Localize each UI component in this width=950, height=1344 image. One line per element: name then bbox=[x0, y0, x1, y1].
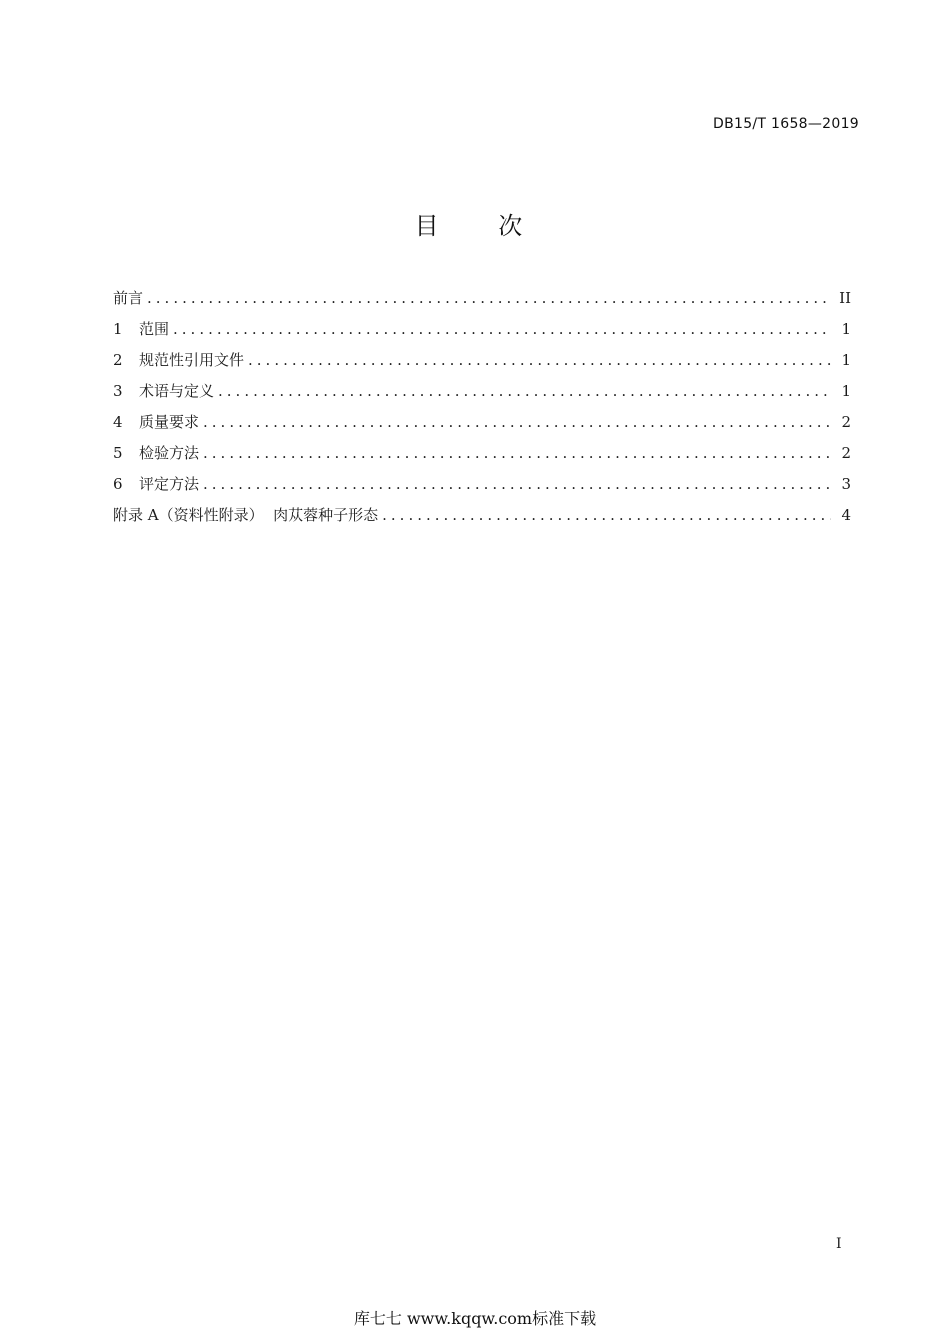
toc-entry-number: 3 bbox=[113, 382, 123, 400]
toc-entry-number: 4 bbox=[113, 413, 123, 431]
page-number: I bbox=[836, 1236, 842, 1252]
toc-entry-label: 术语与定义 bbox=[139, 382, 215, 400]
toc-entry-label: 质量要求 bbox=[139, 413, 200, 431]
toc-entry-label: 评定方法 bbox=[139, 475, 200, 493]
toc-dot-leader bbox=[203, 442, 831, 464]
toc-entry-page: 1 bbox=[841, 320, 851, 338]
toc-dot-leader bbox=[203, 473, 831, 495]
toc-dot-leader bbox=[173, 318, 831, 340]
toc-entry-page: 2 bbox=[841, 413, 851, 431]
toc-entry-label: 附录 A（资料性附录） 肉苁蓉种子形态 bbox=[113, 506, 379, 524]
toc-dot-leader bbox=[218, 380, 831, 402]
toc-entry-page: II bbox=[839, 289, 851, 307]
toc-entry-test-methods[interactable] bbox=[113, 442, 851, 473]
toc-entry-page: 1 bbox=[841, 351, 851, 369]
toc-entry-page: 4 bbox=[841, 506, 851, 524]
watermark-text: 库七七 www.kqqw.com标准下载 bbox=[353, 1309, 597, 1328]
toc-title: 目 次 bbox=[414, 212, 549, 240]
toc-entry-appendix-a[interactable] bbox=[113, 504, 851, 535]
toc-dot-leader bbox=[203, 411, 831, 433]
toc-entry-foreword[interactable] bbox=[113, 287, 851, 318]
toc-entry-page: 1 bbox=[841, 382, 851, 400]
toc-entry-normative-references[interactable] bbox=[113, 349, 851, 380]
toc-entry-page: 3 bbox=[841, 475, 851, 493]
table-of-contents bbox=[113, 287, 851, 535]
toc-entry-quality-requirements[interactable] bbox=[113, 411, 851, 442]
toc-entry-terms-definitions[interactable] bbox=[113, 380, 851, 411]
toc-entry-label: 检验方法 bbox=[139, 444, 200, 462]
toc-entry-label: 前言 bbox=[113, 289, 144, 307]
toc-entry-number: 5 bbox=[113, 444, 123, 462]
toc-entry-number: 6 bbox=[113, 475, 123, 493]
toc-dot-leader bbox=[147, 287, 831, 309]
toc-dot-leader bbox=[248, 349, 831, 371]
document-code: DB15/T 1658—2019 bbox=[713, 116, 859, 132]
toc-entry-number: 1 bbox=[113, 320, 123, 338]
toc-entry-scope[interactable] bbox=[113, 318, 851, 349]
toc-entry-page: 2 bbox=[841, 444, 851, 462]
toc-dot-leader bbox=[382, 504, 831, 526]
toc-entry-number: 2 bbox=[113, 351, 123, 369]
toc-entry-label: 规范性引用文件 bbox=[139, 351, 245, 369]
toc-entry-evaluation-methods[interactable] bbox=[113, 473, 851, 504]
toc-entry-label: 范围 bbox=[139, 320, 170, 338]
